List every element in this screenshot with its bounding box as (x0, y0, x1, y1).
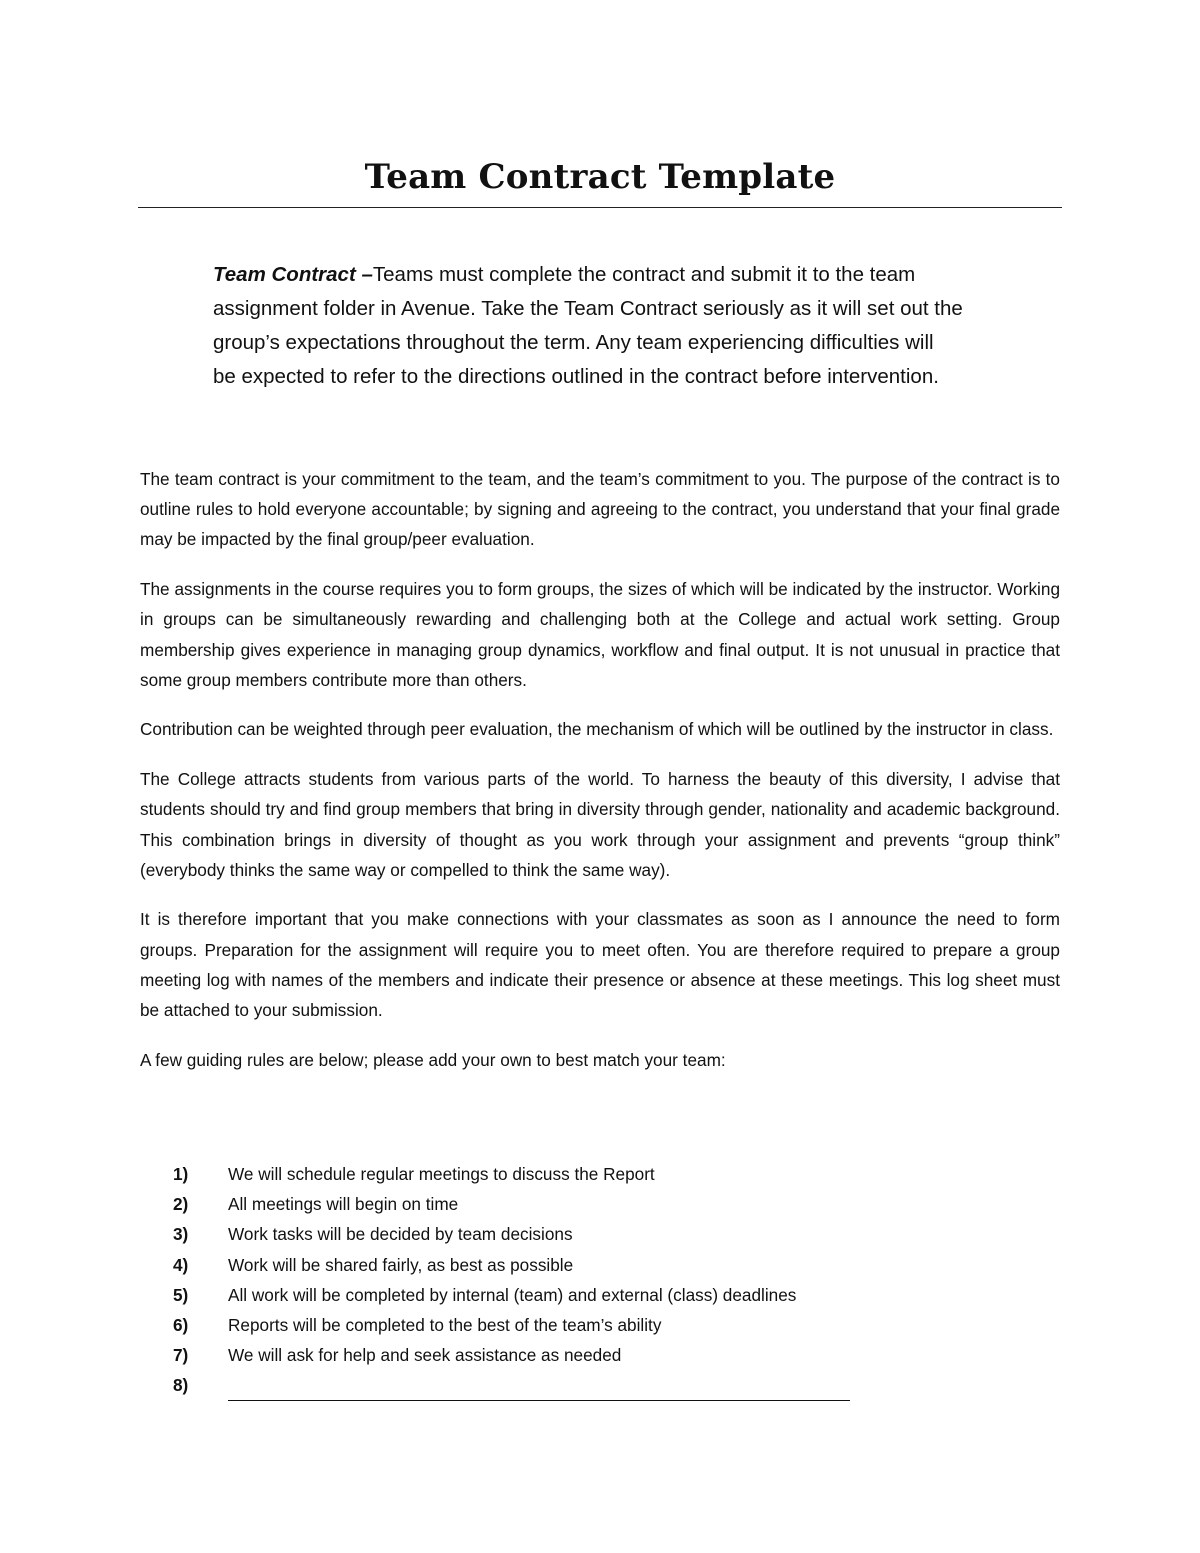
list-number: 3) (173, 1224, 189, 1245)
paragraph-meetings: It is therefore important that you make connections with your classmates as soon as I announce the need to form groups. Preparation for the assignment will require you to meet often. You are therefore required to prepare a group meeting log with names of the members and indicate their presence or absence at these meetings. This log sheet must be attached to your submission. (140, 909, 1060, 1021)
list-text: Reports will be completed to the best of the team’s ability (228, 1315, 662, 1336)
list-number: 2) (173, 1194, 189, 1215)
list-text: All meetings will begin on time (228, 1194, 459, 1215)
list-item (140, 1340, 1060, 1370)
paragraph-groups: The assignments in the course requires you to form groups, the sizes of which will be indicated by the instructor. Working in groups can be simultaneously rewarding and challenging both at the College and actual work setting. Group membership gives experience in managing group dynamics, workflow and final output. It is not unusual in practice that some group members contribute more than others. (140, 579, 1060, 690)
list-number: 7) (173, 1345, 189, 1366)
list-number: 5) (173, 1284, 189, 1305)
paragraph-rules-intro: A few guiding rules are below; please add your own to best match your team: (140, 1049, 726, 1070)
intro-block (213, 258, 1043, 394)
intro-line-1-text: Teams must complete the contract and submit it to the team (372, 263, 916, 286)
intro-lead: Team Contract (213, 263, 356, 286)
paragraph-commitment: The team contract is your commitment to the team, and the team’s commitment to you. The purpose of the contract is to outline rules to hold everyone accountable; by signing and agreeing to the contract, you understand that your final grade may be impacted by the final group/peer evaluation. (140, 469, 1060, 550)
list-item (140, 1219, 1060, 1249)
list-text: We will schedule regular meetings to discuss the Report (228, 1164, 655, 1184)
intro-line-2: assignment folder in Avenue. Take the Team Contract seriously as it will set out the (213, 297, 963, 320)
list-item (140, 1280, 1060, 1310)
intro-line-3: group’s expectations throughout the term. Any team experiencing difficulties will (213, 331, 934, 354)
intro-dash: – (355, 263, 373, 286)
document-title: Team Contract Template (364, 157, 836, 197)
list-text: Work tasks will be decided by team decisions (228, 1224, 573, 1245)
title-underline (138, 207, 1062, 208)
list-number: 4) (173, 1254, 189, 1275)
paragraph-diversity: The College attracts students from various parts of the world. To harness the beauty of this diversity, I advise that students should try and find group members that bring in diversity through gender, nationality and academic background. This combination brings in diversity of thought as you work through your assignment and prevents “group think” (everybody thinks the same way or compelled to think the same way). (140, 769, 1060, 880)
list-item (140, 1189, 1060, 1219)
list-item (140, 1250, 1060, 1280)
list-item (140, 1159, 1060, 1189)
list-number: 6) (173, 1315, 189, 1336)
list-text: Work will be shared fairly, as best as possible (228, 1254, 574, 1275)
list-text: All work will be completed by internal (team) and external (class) deadlines (228, 1284, 797, 1305)
list-text: We will ask for help and seek assistance as needed (228, 1345, 622, 1366)
intro-line-1 (213, 258, 1043, 292)
list-item (140, 1370, 1060, 1400)
blank-rule-line (228, 1380, 850, 1401)
list-number: 1) (173, 1164, 189, 1184)
paragraph-contribution: Contribution can be weighted through peer evaluation, the mechanism of which will be outlined by the instructor in class. (140, 719, 1054, 740)
body-text (140, 464, 1060, 1094)
list-number: 8) (173, 1375, 189, 1396)
list-item (140, 1310, 1060, 1340)
intro-line-4: be expected to refer to the directions outlined in the contract before intervention. (213, 365, 939, 388)
guiding-rules-list (140, 1159, 1060, 1401)
